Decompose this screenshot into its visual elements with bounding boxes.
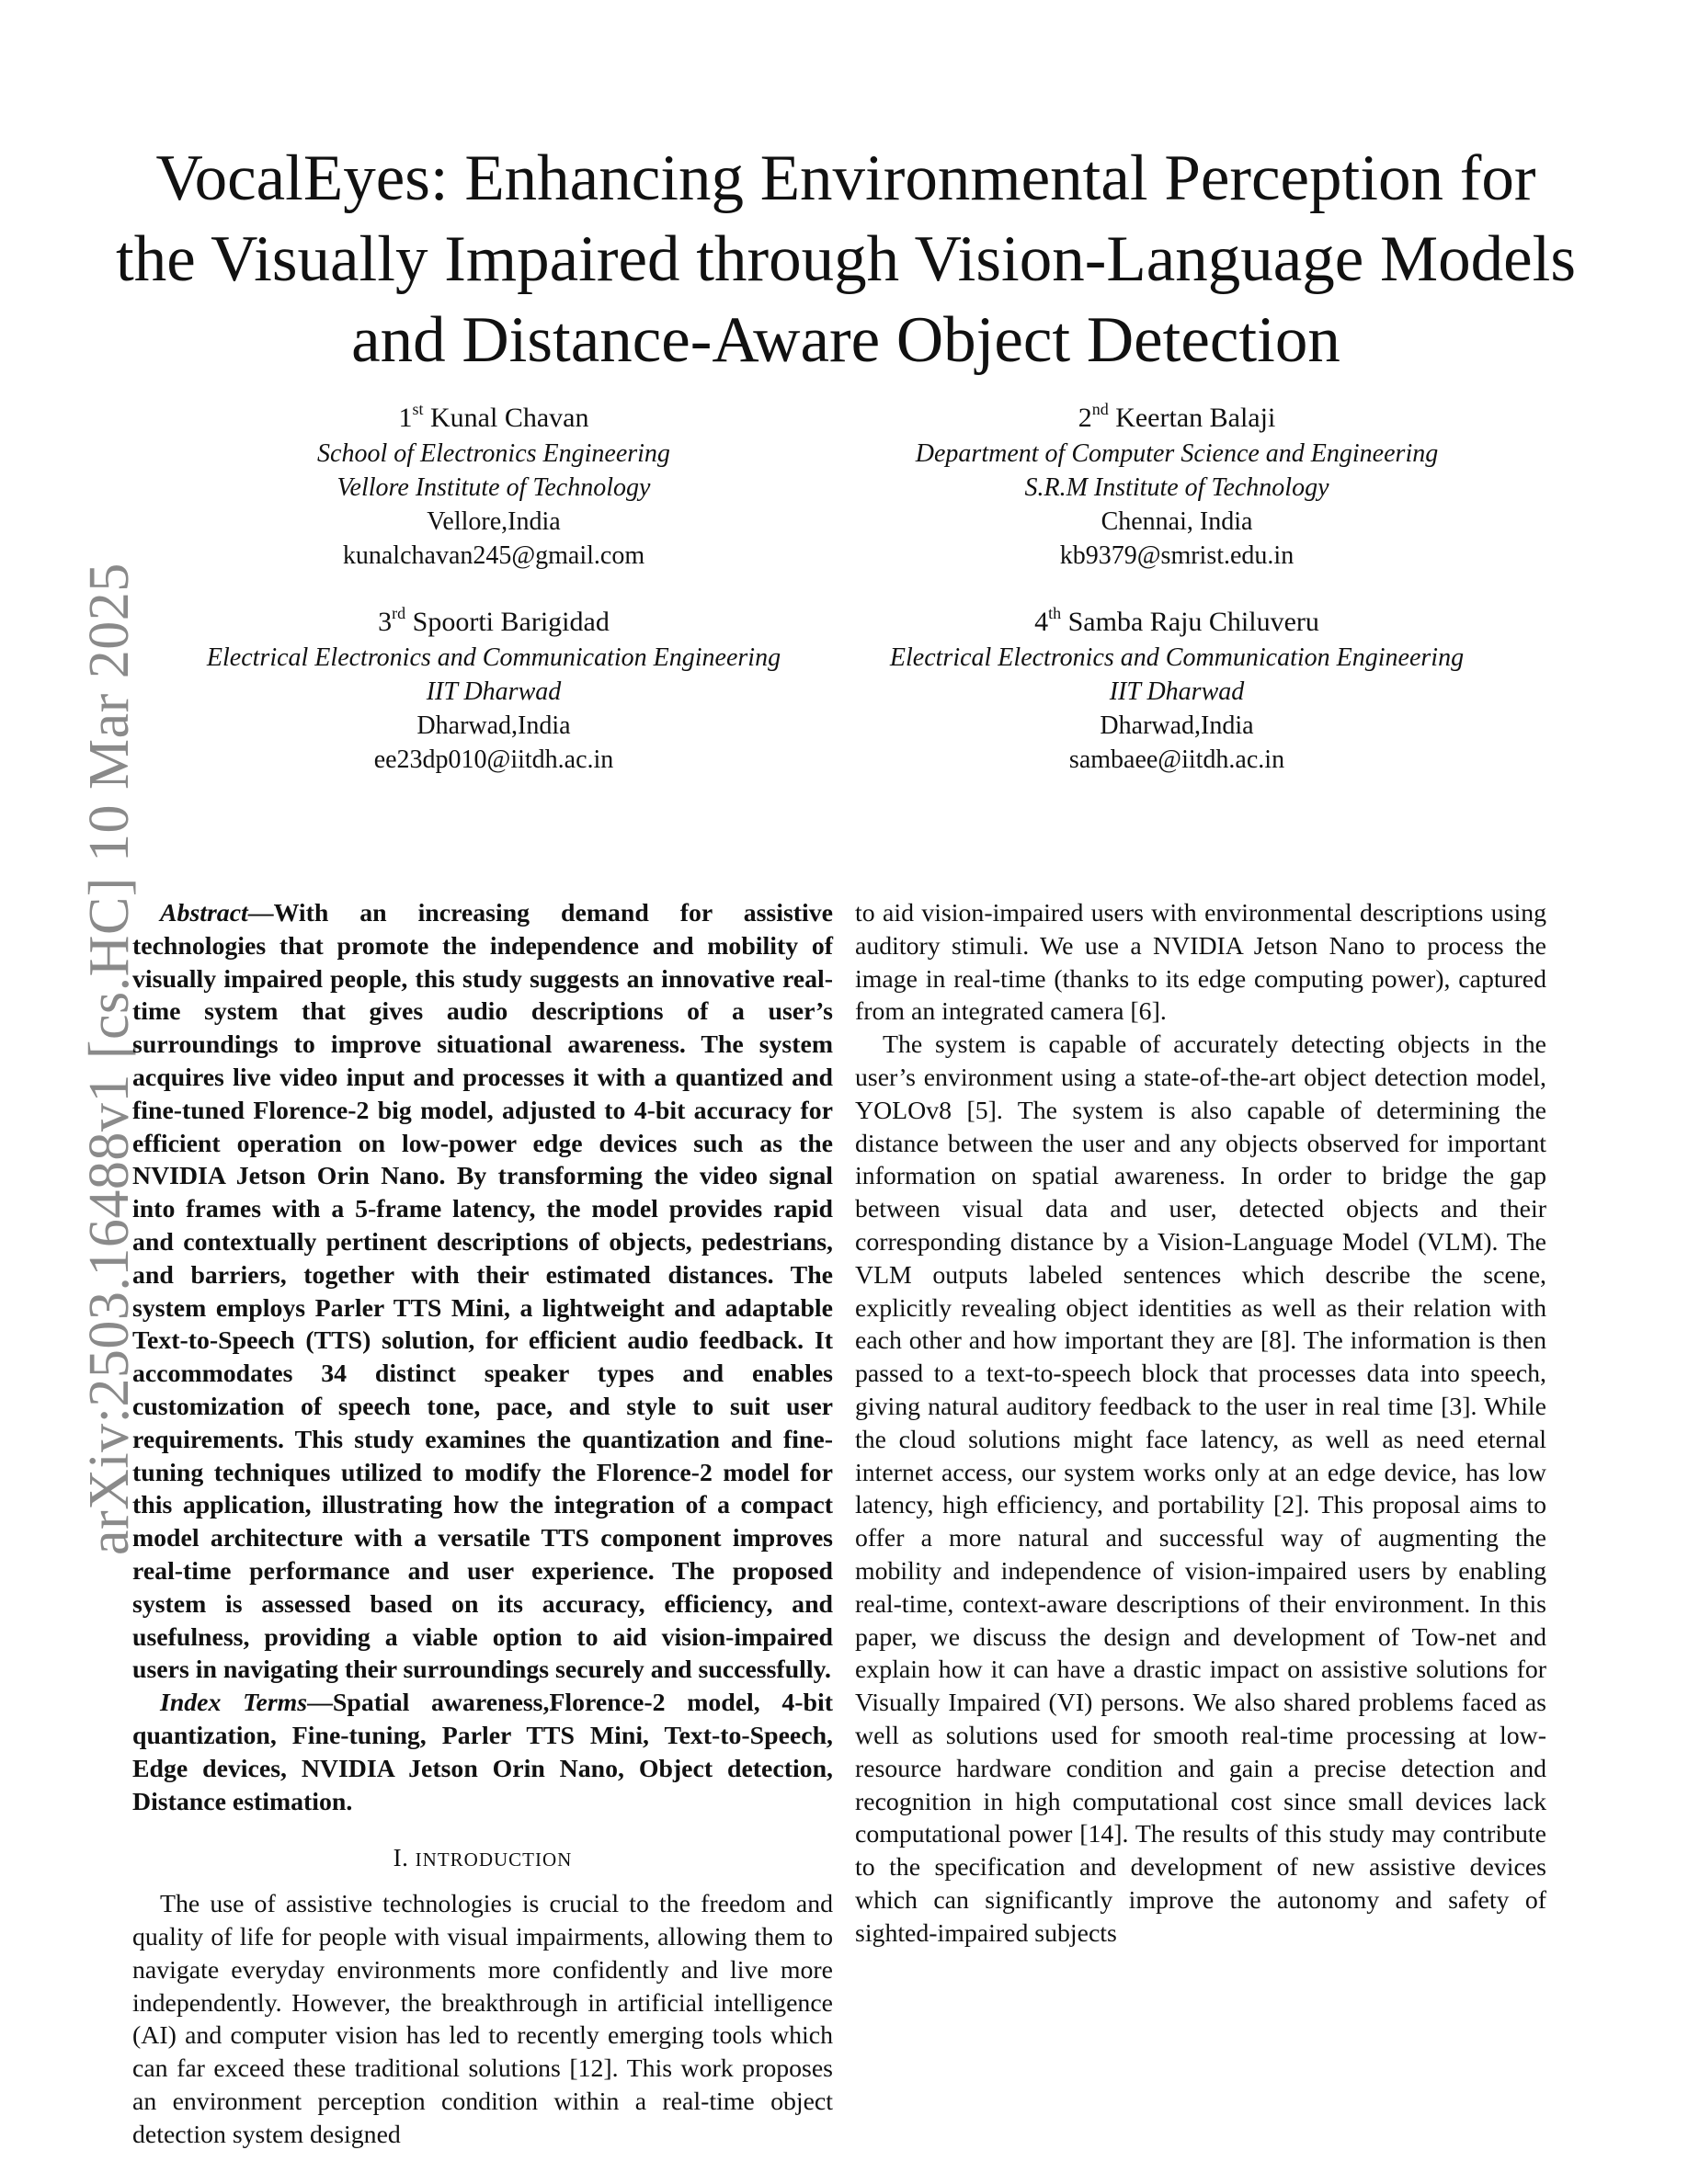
author-department: Electrical Electronics and Communication Engineering [889,643,1465,672]
author-institution: IIT Dharwad [426,677,562,706]
author-location: Dharwad,India [1100,711,1254,740]
intro-paragraph-1-continued: to aid vision-impaired users with environmental descriptions using auditory stimuli. We use a NVIDIA Jetson Nano to process the image in real-time (thanks to its edge computing power), captured from an integrated camera [6]. [855,899,1546,1027]
author-email: ee23dp010@iitdh.ac.in [373,745,614,774]
author-block-4 [827,605,1526,777]
author-location: Chennai, India [1101,507,1253,536]
author-block-3 [144,605,843,777]
author-block-2 [827,401,1526,573]
author-department: Department of Computer Science and Engineering [915,439,1439,468]
section-heading [132,1842,833,1877]
author-email: kunalchavan245@gmail.com [342,541,645,570]
author-location: Vellore,India [427,507,561,536]
author-block-1 [144,401,843,573]
author-name: 2nd Keertan Balaji [1078,400,1276,433]
author-name: 1st Kunal Chavan [398,400,589,433]
author-email: sambaee@iitdh.ac.in [1068,745,1285,774]
author-location: Dharwad,India [416,711,571,740]
index-terms-text: —Spatial awareness,Florence-2 model, 4-bit quantization, Fine-tuning, Parler TTS Mini, Text-to-Speech, Edge devices, NVIDIA Jetson Orin Nano, Object detection, Distance estimation. [132,1689,833,1816]
index-terms [132,1687,833,1818]
index-terms-label: Index Terms [160,1689,308,1718]
author-name: 3rd Spoorti Barigidad [378,604,610,637]
left-column [132,897,833,2151]
abstract-text: —With an increasing demand for assistive technologies that promote the independence and mobility of visually impaired people, this study suggests an innovative real-time system that gives audio descriptions of a user’s surroundings to improve situational awareness. The system acquires live video input and processes it with a quantized and fine-tuned Florence-2 big model, adjusted to 4-bit accuracy for efficient operation on low-power edge devices such as the NVIDIA Jetson Orin Nano. By transforming the video signal into frames with a 5-frame latency, the model provides rapid and contextually pertinent descriptions of objects, pedestrians, and barriers, together with their estimated distances. The system employs Parler TTS Mini, a lightweight and adaptable Text-to-Speech (TTS) solution, for efficient audio feedback. It accommodates 34 distinct speaker types and enables customization of speech tone, pace, and style to suit user requirements. This study examines the quantization and fine-tuning techniques utilized to modify the Florence-2 model for this application, illustrating how the integration of a compact model architecture with a versatile TTS component improves real-time performance and user experience. The proposed system is assessed based on its accuracy, efficiency, and usefulness, providing a viable option to aid vision-impaired users in navigating their surroundings securely and successfully. [132,899,833,1685]
abstract [132,897,833,1687]
author-institution: IIT Dharwad [1109,677,1245,706]
paper-title: VocalEyes: Enhancing Environmental Perception for the Visually Impaired through Vision-Language Models and Distance-Aware Object Detection [115,142,1577,376]
author-department: School of Electronics Engineering [317,439,670,468]
intro-paragraph-2: The system is capable of accurately detecting objects in the user’s environment using a state-of-the-art object detection model, YOLOv8 [5]. The system is also capable of determining the distance between the user and any objects observed for important information on spatial awareness. In order to bridge the gap between visual data and user, detected objects and their corresponding distance by a Vision-Language Model (VLM). The VLM outputs labeled sentences which describe the scene, explicitly revealing object identities as well as their relation with each other and how important they are [8]. The information is then passed to a text-to-speech block that processes data into speech, giving natural auditory feedback to the user in real time [3]. While the cloud solutions might face latency, as well as need eternal internet access, our system works only at an edge device, has low latency, high efficiency, and portability [2]. This proposal aims to offer a more natural and successful way of augmenting the mobility and independence of vision-impaired users by enabling real-time, context-aware descriptions of their environment. In this paper, we discuss the design and development of Tow-net and explain how it can have a drastic impact on assistive solutions for Visually Impaired (VI) persons. We also shared problems faced as well as solutions used for smooth real-time processing at low-resource hardware condition and gain a precise detection and recognition in high computational cost since small devices lack computational power [14]. The results of this study may contribute to the specification and development of new assistive devices which can significantly improve the autonomy and safety of sighted-impaired subjects [855,1030,1546,1948]
author-institution: S.R.M Institute of Technology [1024,473,1329,502]
author-email: kb9379@smrist.edu.in [1059,541,1295,570]
abstract-label: Abstract [160,899,248,927]
author-name: 4th Samba Raju Chiluveru [1034,604,1319,637]
arxiv-identifier: arXiv:2503.16488v1 [cs.HC] 10 Mar 2025 [78,563,141,1555]
section-title: INTRODUCTION [415,1848,573,1871]
section-number: I. [393,1844,409,1872]
author-department: Electrical Electronics and Communication Engineering [206,643,781,672]
author-institution: Vellore Institute of Technology [336,473,651,502]
intro-paragraph-1: The use of assistive technologies is crucial to the freedom and quality of life for people with visual impairments, allowing them to navigate everyday environments more confidently and live more independently. However, the breakthrough in artificial intelligence (AI) and computer vision has led to recently emerging tools which can far exceed these traditional solutions [12]. This work proposes an environment perception condition within a real-time object detection system designed [132,1890,833,2149]
right-column [855,897,1546,1951]
